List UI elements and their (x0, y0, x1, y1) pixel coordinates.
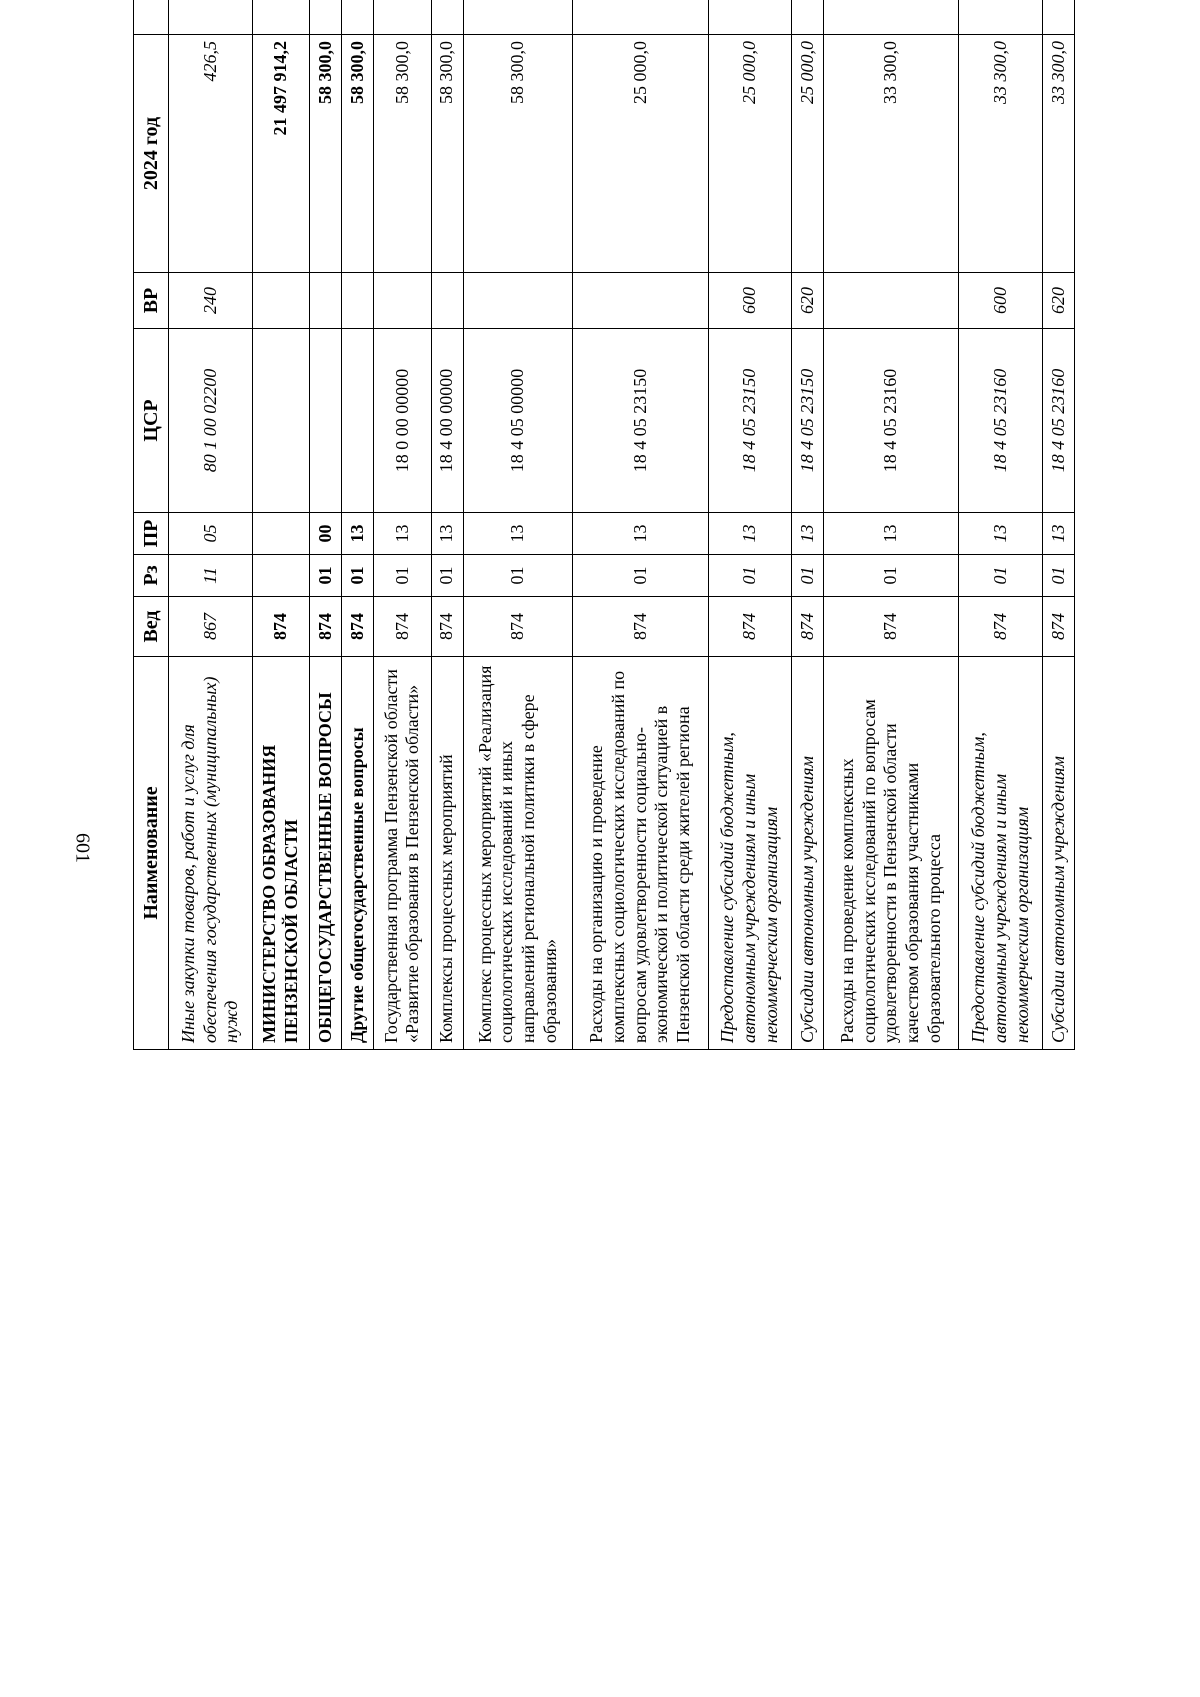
cell-2024: 58 300,0 (463, 35, 573, 273)
cell-csr: 80 1 00 02200 (169, 329, 253, 513)
cell-vr: 240 (169, 273, 253, 329)
cell-name: Другие общегосударственные вопросы (342, 657, 374, 1050)
cell-2024: 58 300,0 (342, 35, 374, 273)
table-header-row (134, 0, 169, 1050)
cell-rz: 01 (310, 555, 342, 597)
cell-ved: 874 (573, 597, 708, 657)
header-csr: ЦСР (134, 329, 169, 513)
cell-csr: 18 4 05 23160 (824, 329, 959, 513)
cell-csr: 18 4 05 23160 (959, 329, 1043, 513)
page-number: 601 (71, 833, 94, 863)
cell-name: Предоставление субсидий бюджетным, автономным учреждениям и иным некоммерческим организациям (708, 657, 792, 1050)
cell-csr (310, 329, 342, 513)
cell-ved: 874 (374, 597, 432, 657)
cell-pr: 13 (1043, 513, 1075, 555)
cell-name: ОБЩЕГОСУДАРСТВЕННЫЕ ВОПРОСЫ (310, 657, 342, 1050)
cell-rz: 01 (431, 555, 463, 597)
table-row (708, 0, 792, 1050)
cell-ved: 874 (310, 597, 342, 657)
cell-pr: 13 (708, 513, 792, 555)
cell-pr: 13 (824, 513, 959, 555)
cell-pr (252, 513, 310, 555)
table-row (252, 0, 310, 1050)
cell-2025 (708, 0, 792, 35)
table-row (792, 0, 824, 1050)
cell-vr: 600 (708, 273, 792, 329)
cell-name: Иные закупки товаров, работ и услуг для обеспечения государственных (муниципальных) нужд (169, 657, 253, 1050)
cell-ved: 867 (169, 597, 253, 657)
cell-rz (252, 555, 310, 597)
budget-table-container (133, 41, 1075, 1599)
cell-name: МИНИСТЕРСТВО ОБРАЗОВАНИЯ ПЕНЗЕНСКОЙ ОБЛАСТИ (252, 657, 310, 1050)
cell-rz: 01 (792, 555, 824, 597)
cell-pr: 13 (342, 513, 374, 555)
cell-2024: 58 300,0 (310, 35, 342, 273)
cell-2025 (1043, 0, 1075, 35)
header-2024: 2024 год (134, 35, 169, 273)
table-row (463, 0, 573, 1050)
cell-2024: 25 000,0 (573, 35, 708, 273)
cell-pr: 05 (169, 513, 253, 555)
cell-csr: 18 4 00 00000 (431, 329, 463, 513)
cell-pr: 13 (463, 513, 573, 555)
header-vr: ВР (134, 273, 169, 329)
budget-table (133, 0, 1075, 1050)
cell-pr: 13 (374, 513, 432, 555)
cell-rz: 01 (374, 555, 432, 597)
cell-rz: 01 (342, 555, 374, 597)
cell-pr: 13 (792, 513, 824, 555)
cell-ved: 874 (824, 597, 959, 657)
cell-2025 (573, 0, 708, 35)
table-row (310, 0, 342, 1050)
cell-csr: 18 0 00 00000 (374, 329, 432, 513)
cell-vr (252, 273, 310, 329)
cell-vr (342, 273, 374, 329)
cell-name: Комплекс процессных мероприятий «Реализация социологических исследований и иных направлений региональной политики в сфере образования» (463, 657, 573, 1050)
cell-2025 (431, 0, 463, 35)
cell-name: Предоставление субсидий бюджетным, автономным учреждениям и иным некоммерческим организациям (959, 657, 1043, 1050)
cell-ved: 874 (252, 597, 310, 657)
cell-vr (463, 273, 573, 329)
cell-vr (374, 273, 432, 329)
cell-rz: 01 (1043, 555, 1075, 597)
table-row (1043, 0, 1075, 1050)
table-row (573, 0, 708, 1050)
cell-2024: 21 497 914,2 (252, 35, 310, 273)
cell-2024: 426,5 (169, 35, 253, 273)
cell-2024: 58 300,0 (431, 35, 463, 273)
cell-name: Субсидии автономным учреждениям (1043, 657, 1075, 1050)
cell-2025 (792, 0, 824, 35)
cell-ved: 874 (959, 597, 1043, 657)
cell-vr (824, 273, 959, 329)
cell-2025 (342, 0, 374, 35)
cell-rz: 01 (463, 555, 573, 597)
cell-ved: 874 (708, 597, 792, 657)
table-row (959, 0, 1043, 1050)
cell-csr: 18 4 05 23150 (708, 329, 792, 513)
cell-csr: 18 4 05 23160 (1043, 329, 1075, 513)
table-row (342, 0, 374, 1050)
cell-csr (342, 329, 374, 513)
cell-ved: 874 (431, 597, 463, 657)
cell-2025 (252, 0, 310, 35)
cell-rz: 11 (169, 555, 253, 597)
cell-2024: 33 300,0 (824, 35, 959, 273)
cell-2025 (169, 0, 253, 35)
cell-csr (252, 329, 310, 513)
header-rz: Рз (134, 555, 169, 597)
cell-csr: 18 4 05 23150 (792, 329, 824, 513)
cell-2025 (959, 0, 1043, 35)
table-row (374, 0, 432, 1050)
cell-name: Расходы на проведение комплексных социологических исследований по вопросам удовлетворенности в Пензенской области качеством образования участниками образовательного процесса (824, 657, 959, 1050)
cell-name: Государственная программа Пензенской области «Развитие образования в Пензенской области» (374, 657, 432, 1050)
cell-ved: 874 (1043, 597, 1075, 657)
cell-2024: 58 300,0 (374, 35, 432, 273)
cell-vr: 620 (792, 273, 824, 329)
cell-pr: 13 (573, 513, 708, 555)
cell-2024: 25 000,0 (792, 35, 824, 273)
cell-2024: 33 300,0 (959, 35, 1043, 273)
cell-name: Расходы на организацию и проведение комплексных социологических исследований по вопросам удовлетворенности социально-экономической и политической ситуацией в Пензенской области среди жителей региона (573, 657, 708, 1050)
header-pr: ПР (134, 513, 169, 555)
cell-pr: 00 (310, 513, 342, 555)
cell-vr: 620 (1043, 273, 1075, 329)
cell-2025 (463, 0, 573, 35)
cell-rz: 01 (824, 555, 959, 597)
cell-ved: 874 (342, 597, 374, 657)
header-name: Наименование (134, 657, 169, 1050)
cell-rz: 01 (959, 555, 1043, 597)
table-row (431, 0, 463, 1050)
header-ved: Вед (134, 597, 169, 657)
cell-name: Субсидии автономным учреждениям (792, 657, 824, 1050)
cell-2024: 33 300,0 (1043, 35, 1075, 273)
cell-vr (310, 273, 342, 329)
cell-pr: 13 (431, 513, 463, 555)
cell-2024: 25 000,0 (708, 35, 792, 273)
cell-2025 (374, 0, 432, 35)
cell-vr: 600 (959, 273, 1043, 329)
cell-2025 (824, 0, 959, 35)
cell-name: Комплексы процессных мероприятий (431, 657, 463, 1050)
cell-vr (431, 273, 463, 329)
cell-vr (573, 273, 708, 329)
cell-2025 (310, 0, 342, 35)
header-2025 (134, 0, 169, 35)
cell-ved: 874 (463, 597, 573, 657)
cell-pr: 13 (959, 513, 1043, 555)
cell-rz: 01 (573, 555, 708, 597)
cell-ved: 874 (792, 597, 824, 657)
cell-rz: 01 (708, 555, 792, 597)
cell-csr: 18 4 05 23150 (573, 329, 708, 513)
cell-csr: 18 4 05 00000 (463, 329, 573, 513)
table-row (824, 0, 959, 1050)
table-row (169, 0, 253, 1050)
